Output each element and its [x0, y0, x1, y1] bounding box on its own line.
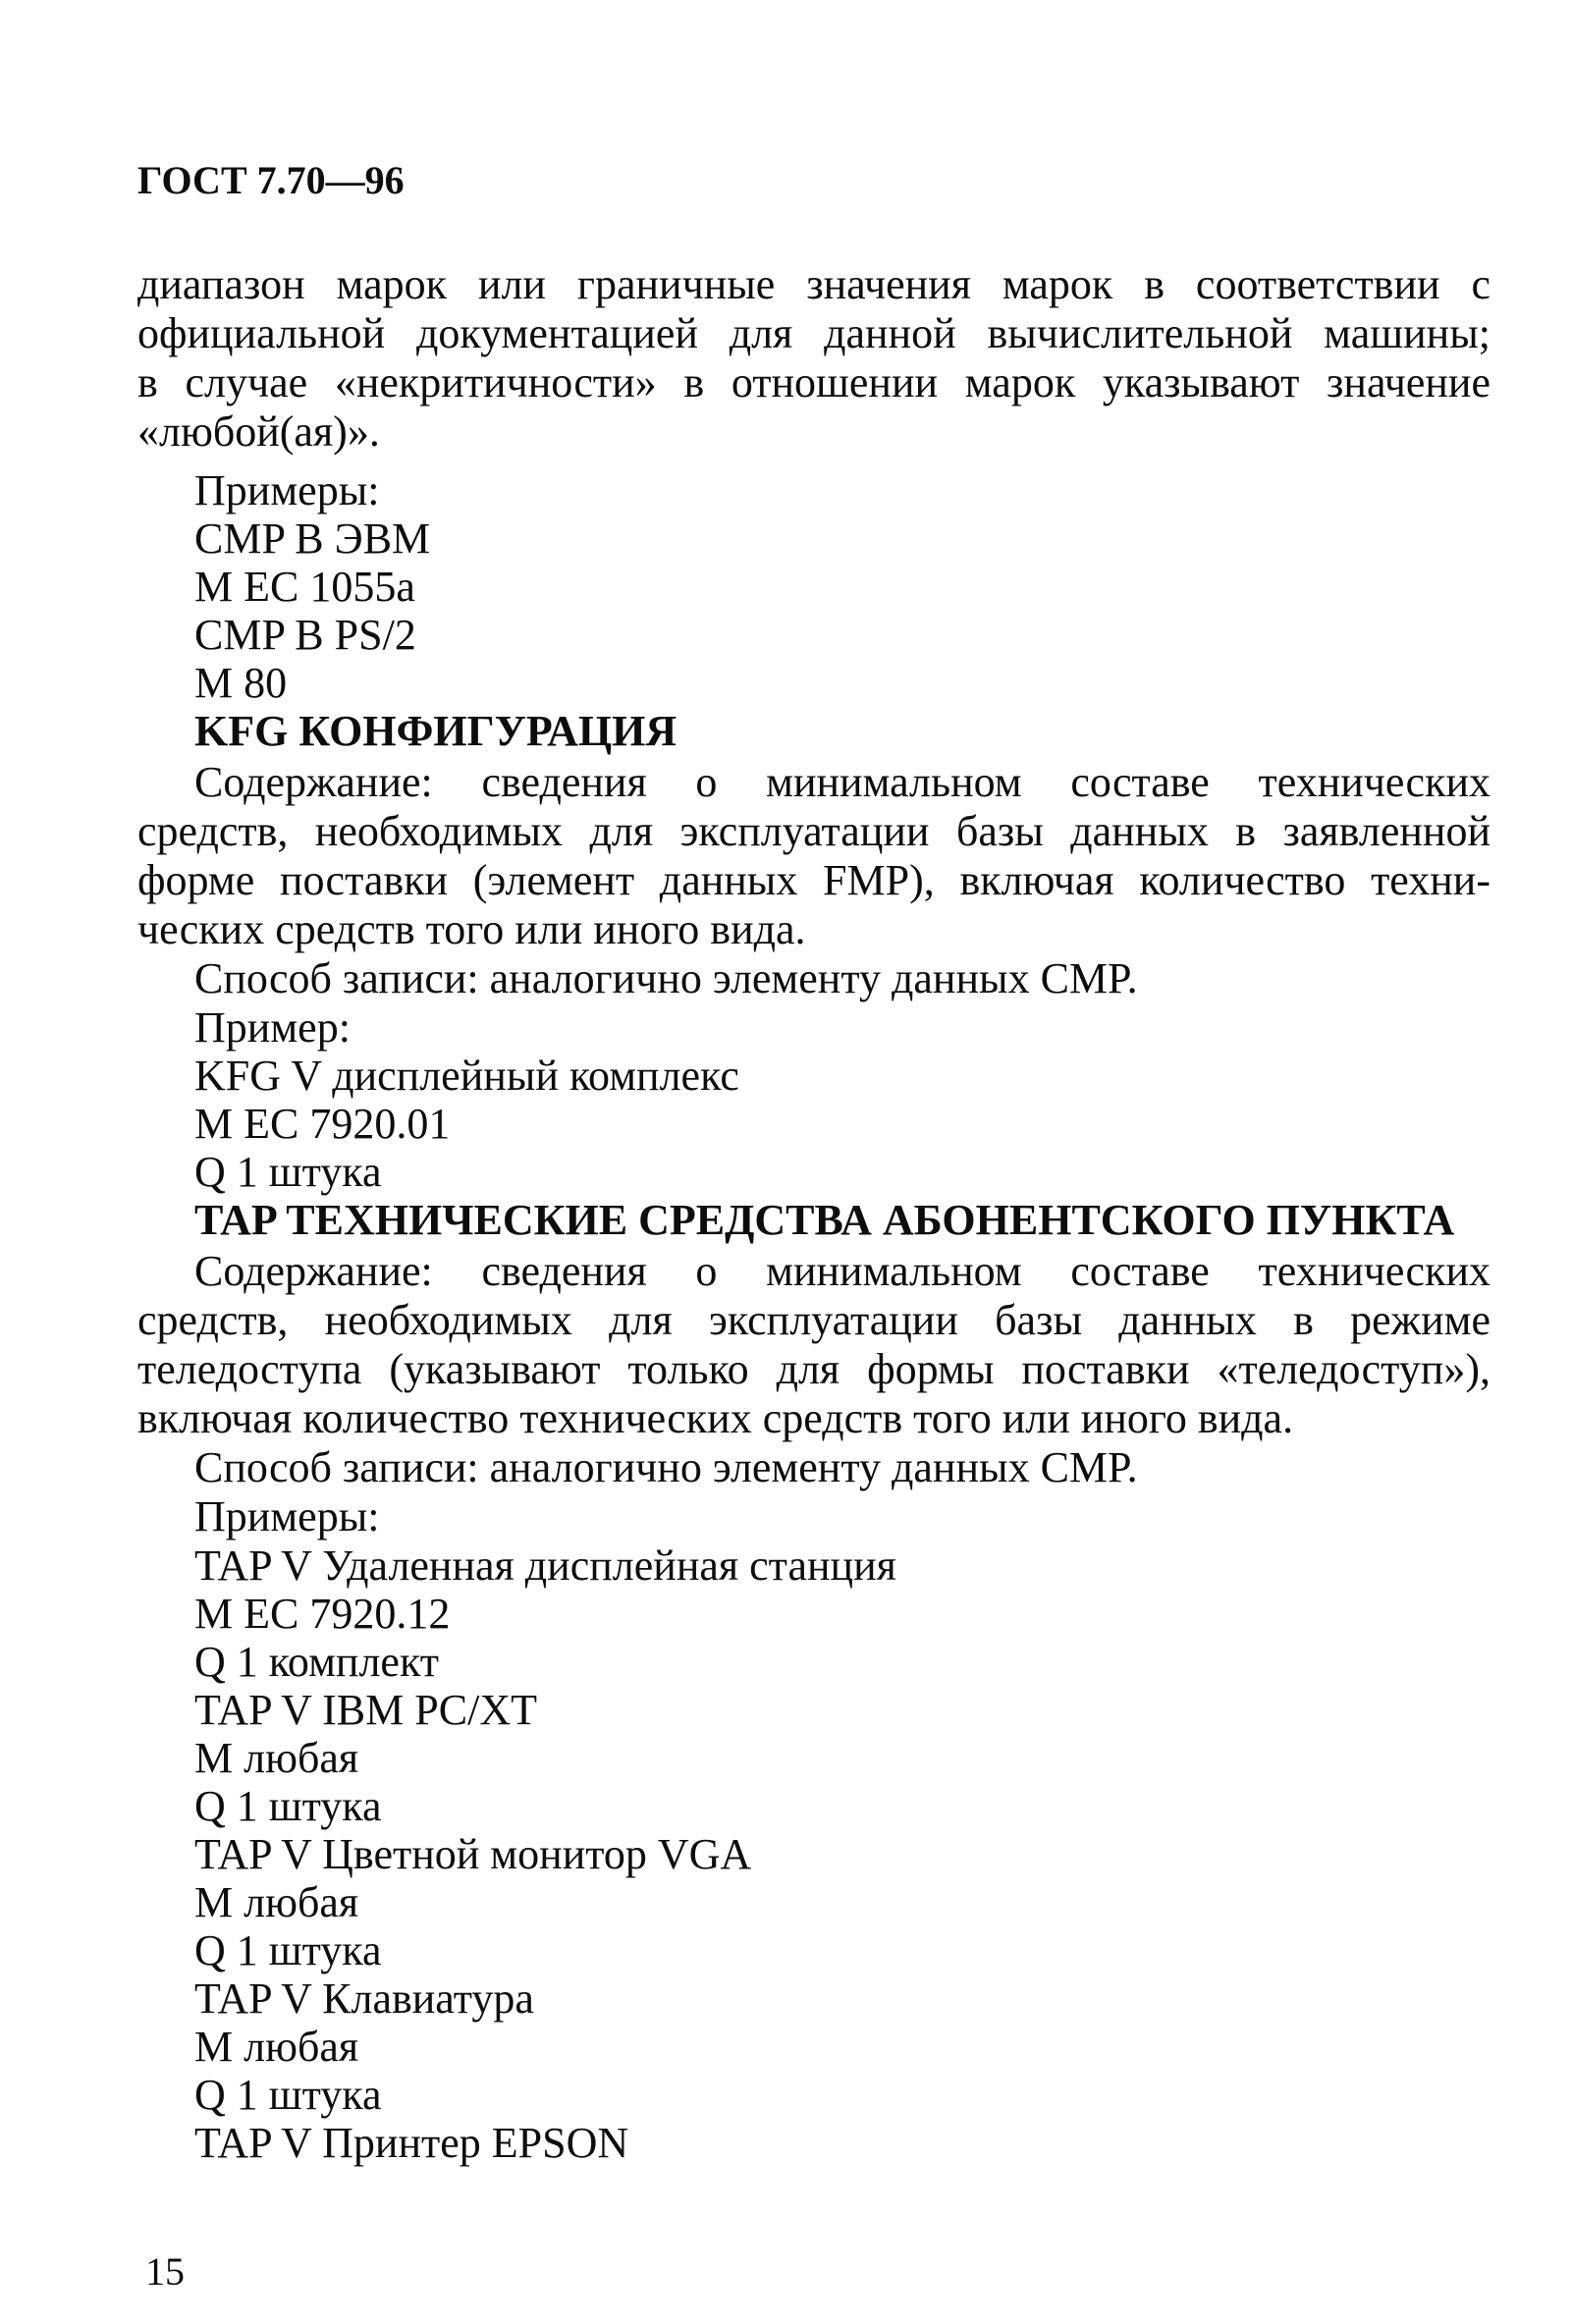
- examples-label: Пример:: [194, 1003, 351, 1052]
- example-line: M EC 7920.12: [194, 1590, 451, 1638]
- text-line: средств, необходимых для эксплуатации базы данных в режиме: [137, 1296, 1490, 1344]
- example-line: M EC 1055a: [194, 563, 415, 611]
- example-line: Q 1 штука: [194, 1148, 382, 1196]
- page-number: 15: [145, 2249, 185, 2294]
- example-line: CMP B PS/2: [194, 611, 416, 659]
- page-header: ГОСТ 7.70—96: [137, 158, 405, 202]
- example-line: TAP V Удаленная дисплейная станция: [194, 1541, 896, 1590]
- section-heading-kfg: KFG КОНФИГУРАЦИЯ: [194, 707, 677, 755]
- example-line: KFG V дисплейный комплекс: [194, 1052, 739, 1100]
- text-line: Содержание: сведения о минимальном составе технических: [194, 1247, 1490, 1295]
- example-line: M любая: [194, 1878, 359, 1926]
- example-line: TAP V IBM PC/XT: [194, 1686, 537, 1734]
- text-line: форме поставки (элемент данных FMP), включая количество техни-: [137, 856, 1490, 904]
- text-line: Содержание: сведения о минимальном составе технических: [194, 758, 1490, 806]
- text-line: Способ записи: аналогично элементу данных CMP.: [194, 954, 1138, 1002]
- example-line: Q 1 штука: [194, 1782, 382, 1830]
- example-line: TAP V Цветной монитор VGA: [194, 1830, 752, 1878]
- text-line: включая количество технических средств того или иного вида.: [137, 1394, 1294, 1442]
- example-line: M EC 7920.01: [194, 1100, 451, 1148]
- text-line: ческих средств того или иного вида.: [137, 905, 806, 953]
- example-line: CMP B ЭВМ: [194, 514, 431, 563]
- section-heading-tap: TAP ТЕХНИЧЕСКИЕ СРЕДСТВА АБОНЕНТСКОГО ПУНКТА: [194, 1196, 1455, 1244]
- text-line: официальной документацией для данной вычислительной машины;: [137, 309, 1490, 357]
- text-line: в случае «некритичности» в отношении марок указывают значение: [137, 358, 1490, 406]
- example-line: TAP V Клавиатура: [194, 1974, 534, 2023]
- example-line: M любая: [194, 1734, 359, 1782]
- example-line: Q 1 штука: [194, 1926, 382, 1974]
- examples-label: Примеры:: [194, 466, 380, 514]
- example-line: M любая: [194, 2023, 359, 2071]
- text-line: диапазон марок или граничные значения марок в соответствии с: [137, 260, 1490, 308]
- example-line: Q 1 комплект: [194, 1638, 439, 1686]
- text-line: «любой(ая)».: [137, 407, 380, 456]
- example-line: Q 1 штука: [194, 2071, 382, 2119]
- text-line: средств, необходимых для эксплуатации базы данных в заявленной: [137, 807, 1490, 855]
- text-line: Способ записи: аналогично элементу данных CMP.: [194, 1443, 1138, 1491]
- example-line: TAP V Принтер EPSON: [194, 2119, 629, 2167]
- examples-label: Примеры:: [194, 1492, 380, 1540]
- example-line: M 80: [194, 659, 288, 707]
- text-line: теледоступа (указывают только для формы поставки «теледоступ»),: [137, 1345, 1490, 1393]
